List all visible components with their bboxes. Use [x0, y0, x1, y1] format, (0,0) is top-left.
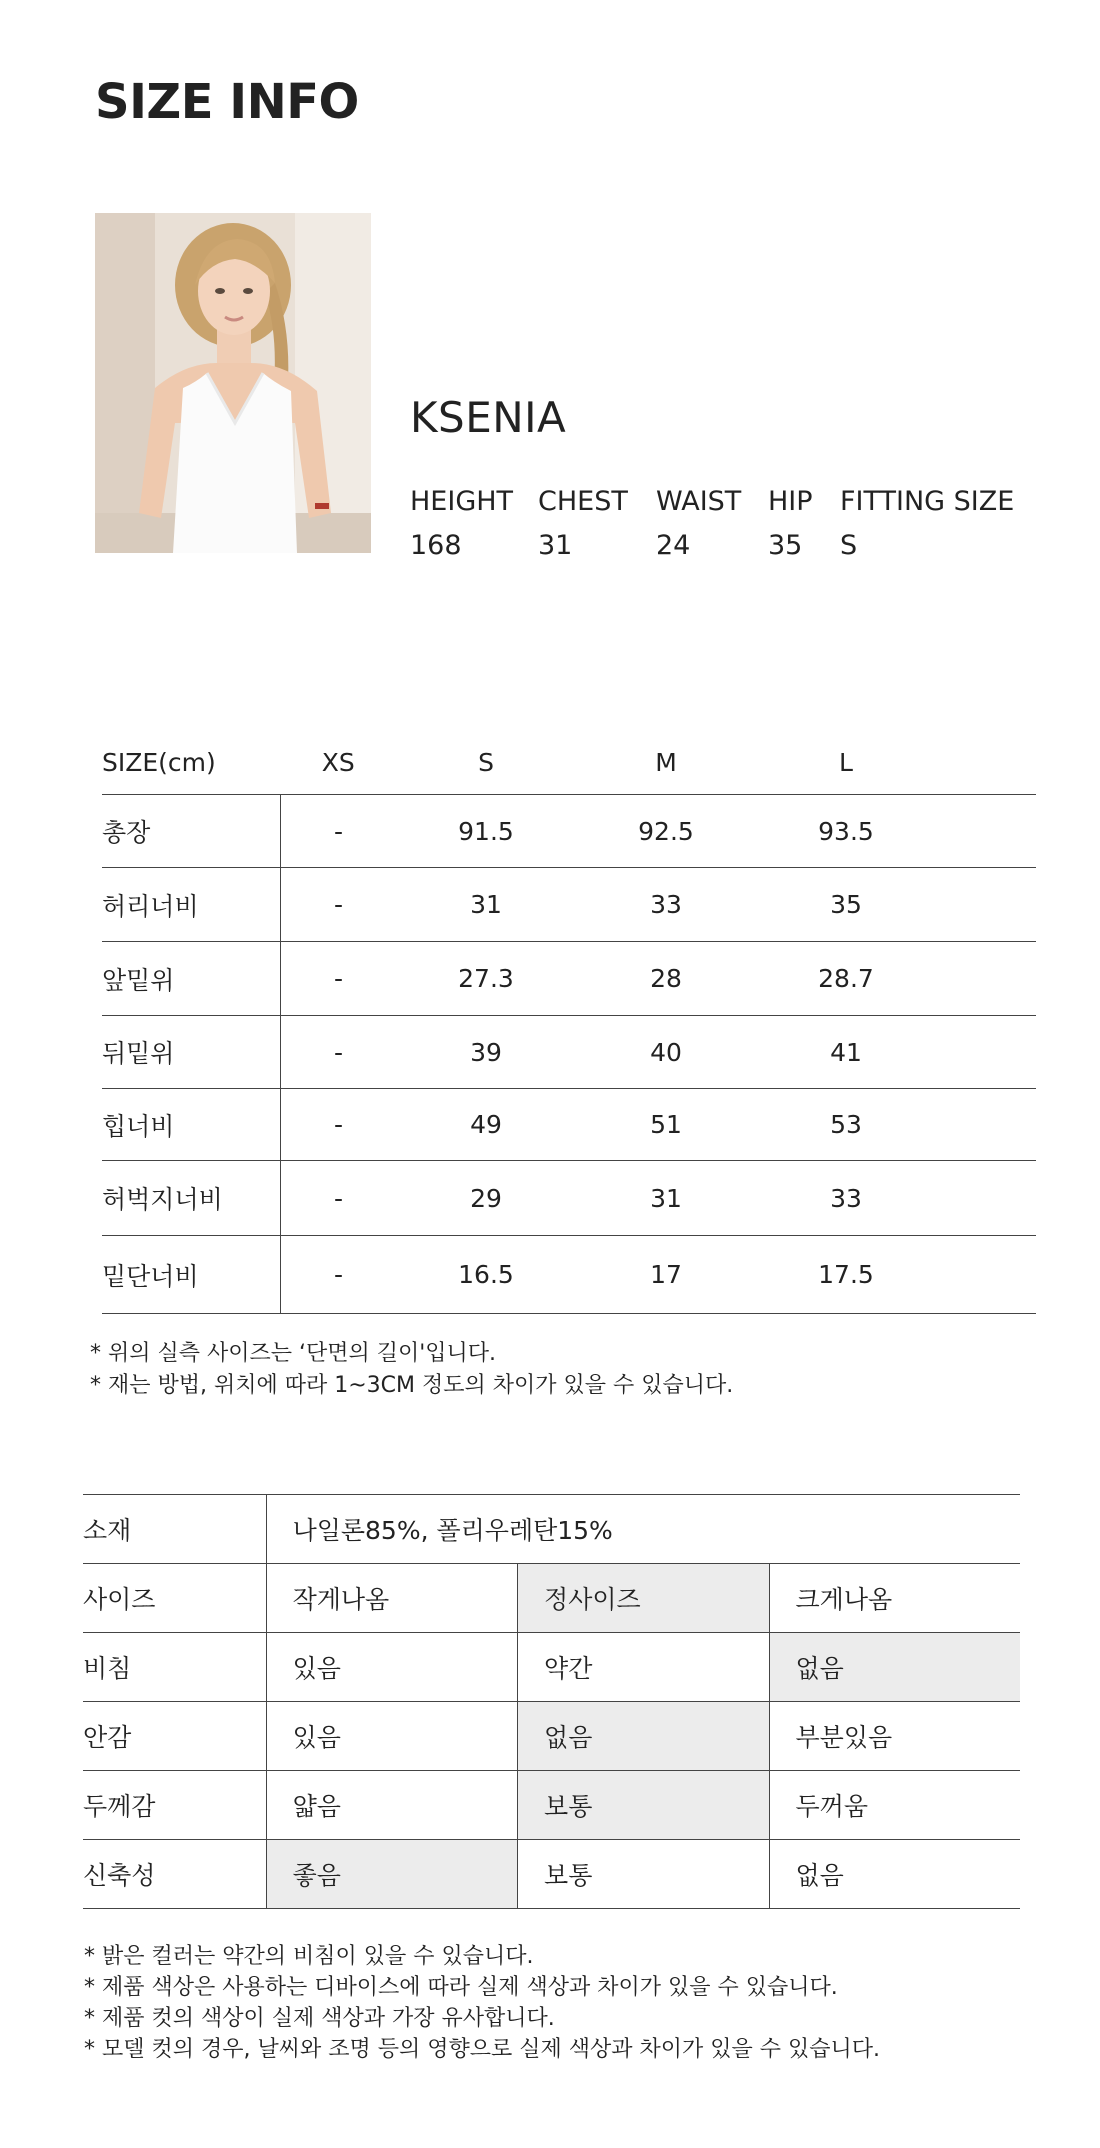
cell-l: 93.5: [756, 795, 936, 868]
cell-m: 40: [576, 1016, 756, 1089]
cell-xs: -: [281, 868, 397, 942]
fabric-option-selected: 없음: [518, 1702, 769, 1771]
model-photo: [95, 213, 371, 553]
cell-s: 91.5: [396, 795, 576, 868]
size-chart-header-row: [102, 730, 1036, 795]
table-row: [102, 1016, 1036, 1089]
cell-l: 35: [756, 868, 936, 942]
footer-notes: [84, 1941, 880, 2065]
measure-chest: [538, 485, 628, 563]
page-title: SIZE INFO: [95, 74, 359, 130]
fabric-option-selected: 없음: [769, 1633, 1020, 1702]
table-row: [102, 942, 1036, 1016]
measure-hip: [768, 485, 813, 563]
cell-s: 27.3: [396, 942, 576, 1016]
fabric-option: 부분있음: [769, 1702, 1020, 1771]
cell-s: 31: [396, 868, 576, 942]
size-header-xs: XS: [281, 730, 397, 795]
fabric-option: 있음: [266, 1702, 517, 1771]
footer-note: * 제품 색상은 사용하는 디바이스에 따라 실제 색상과 차이가 있을 수 있습니다.: [84, 1975, 838, 2000]
fabric-option-selected: 보통: [518, 1771, 769, 1840]
fabric-option: 약간: [518, 1633, 769, 1702]
row-label: 사이즈: [83, 1564, 266, 1633]
cell-s: 39: [396, 1016, 576, 1089]
measure-label: HIP: [768, 486, 813, 517]
measure-value: 24: [656, 530, 691, 561]
measure-label: CHEST: [538, 486, 628, 517]
measure-value: S: [840, 530, 858, 561]
row-label: 소재: [83, 1495, 266, 1564]
fabric-option: 작게나옴: [266, 1564, 517, 1633]
row-label: 허벅지너비: [102, 1161, 281, 1236]
fabric-option: 크게나옴: [769, 1564, 1020, 1633]
size-header-l: L: [756, 730, 936, 795]
fabric-option-selected: 정사이즈: [518, 1564, 769, 1633]
cell-xs: -: [281, 795, 397, 868]
fabric-info-table: [83, 1494, 1020, 1909]
size-chart-table: [102, 730, 1036, 1314]
fabric-option: 없음: [769, 1840, 1020, 1909]
cell-l: 28.7: [756, 942, 936, 1016]
fabric-option: 보통: [518, 1840, 769, 1909]
measure-waist: [656, 485, 741, 563]
fabric-option-selected: 좋음: [266, 1840, 517, 1909]
cell-m: 51: [576, 1089, 756, 1161]
row-label: 힙너비: [102, 1089, 281, 1161]
fabric-row-sheerness: [83, 1633, 1020, 1702]
fabric-row-material: [83, 1495, 1020, 1564]
cell-m: 92.5: [576, 795, 756, 868]
measure-value: 31: [538, 530, 573, 561]
measure-label: FITTING SIZE: [840, 486, 1015, 517]
table-row: [102, 1089, 1036, 1161]
cell-spacer: [936, 1089, 1036, 1161]
size-note: * 재는 방법, 위치에 따라 1~3CM 정도의 차이가 있을 수 있습니다.: [90, 1373, 734, 1398]
cell-s: 49: [396, 1089, 576, 1161]
measure-height: [410, 485, 513, 563]
table-row: [102, 795, 1036, 868]
fabric-row-size: [83, 1564, 1020, 1633]
table-row: [102, 1161, 1036, 1236]
fabric-row-lining: [83, 1702, 1020, 1771]
cell-xs: -: [281, 1236, 397, 1314]
fabric-row-stretch: [83, 1840, 1020, 1909]
cell-m: 33: [576, 868, 756, 942]
fabric-option: 얇음: [266, 1771, 517, 1840]
row-label: 앞밑위: [102, 942, 281, 1016]
size-header-spacer: [936, 730, 1036, 795]
cell-m: 17: [576, 1236, 756, 1314]
footer-note: * 밝은 컬러는 약간의 비침이 있을 수 있습니다.: [84, 1944, 534, 1969]
cell-xs: -: [281, 942, 397, 1016]
cell-l: 17.5: [756, 1236, 936, 1314]
row-label: 허리너비: [102, 868, 281, 942]
cell-spacer: [936, 1236, 1036, 1314]
cell-spacer: [936, 868, 1036, 942]
size-header-label: SIZE(cm): [102, 730, 281, 795]
cell-spacer: [936, 795, 1036, 868]
cell-s: 16.5: [396, 1236, 576, 1314]
cell-xs: -: [281, 1161, 397, 1236]
fabric-option: 있음: [266, 1633, 517, 1702]
table-row: [102, 1236, 1036, 1314]
cell-spacer: [936, 1016, 1036, 1089]
row-label: 두께감: [83, 1771, 266, 1840]
footer-note: * 모델 컷의 경우, 날씨와 조명 등의 영향으로 실제 색상과 차이가 있을 수 있습니다.: [84, 2037, 880, 2062]
size-note: * 위의 실측 사이즈는 ‘단면의 길이'입니다.: [90, 1341, 497, 1366]
cell-m: 31: [576, 1161, 756, 1236]
row-label: 비침: [83, 1633, 266, 1702]
cell-xs: -: [281, 1089, 397, 1161]
fabric-option: 두꺼움: [769, 1771, 1020, 1840]
cell-m: 28: [576, 942, 756, 1016]
model-name: KSENIA: [410, 393, 567, 442]
material-value: 나일론85%, 폴리우레탄15%: [266, 1495, 1020, 1564]
row-label: 신축성: [83, 1840, 266, 1909]
row-label: 안감: [83, 1702, 266, 1771]
cell-xs: -: [281, 1016, 397, 1089]
cell-l: 53: [756, 1089, 936, 1161]
table-row: [102, 868, 1036, 942]
measure-label: WAIST: [656, 486, 742, 517]
cell-l: 33: [756, 1161, 936, 1236]
footer-note: * 제품 컷의 색상이 실제 색상과 가장 유사합니다.: [84, 2006, 555, 2031]
cell-s: 29: [396, 1161, 576, 1236]
measure-value: 35: [768, 530, 803, 561]
measure-value: 168: [410, 530, 462, 561]
cell-spacer: [936, 1161, 1036, 1236]
measure-fitting-size: [840, 485, 1014, 563]
size-header-s: S: [396, 730, 576, 795]
row-label: 밑단너비: [102, 1236, 281, 1314]
row-label: 뒤밑위: [102, 1016, 281, 1089]
measure-label: HEIGHT: [410, 486, 514, 517]
cell-l: 41: [756, 1016, 936, 1089]
row-label: 총장: [102, 795, 281, 868]
fabric-row-thickness: [83, 1771, 1020, 1840]
cell-spacer: [936, 942, 1036, 1016]
size-notes: [90, 1338, 733, 1402]
size-header-m: M: [576, 730, 756, 795]
